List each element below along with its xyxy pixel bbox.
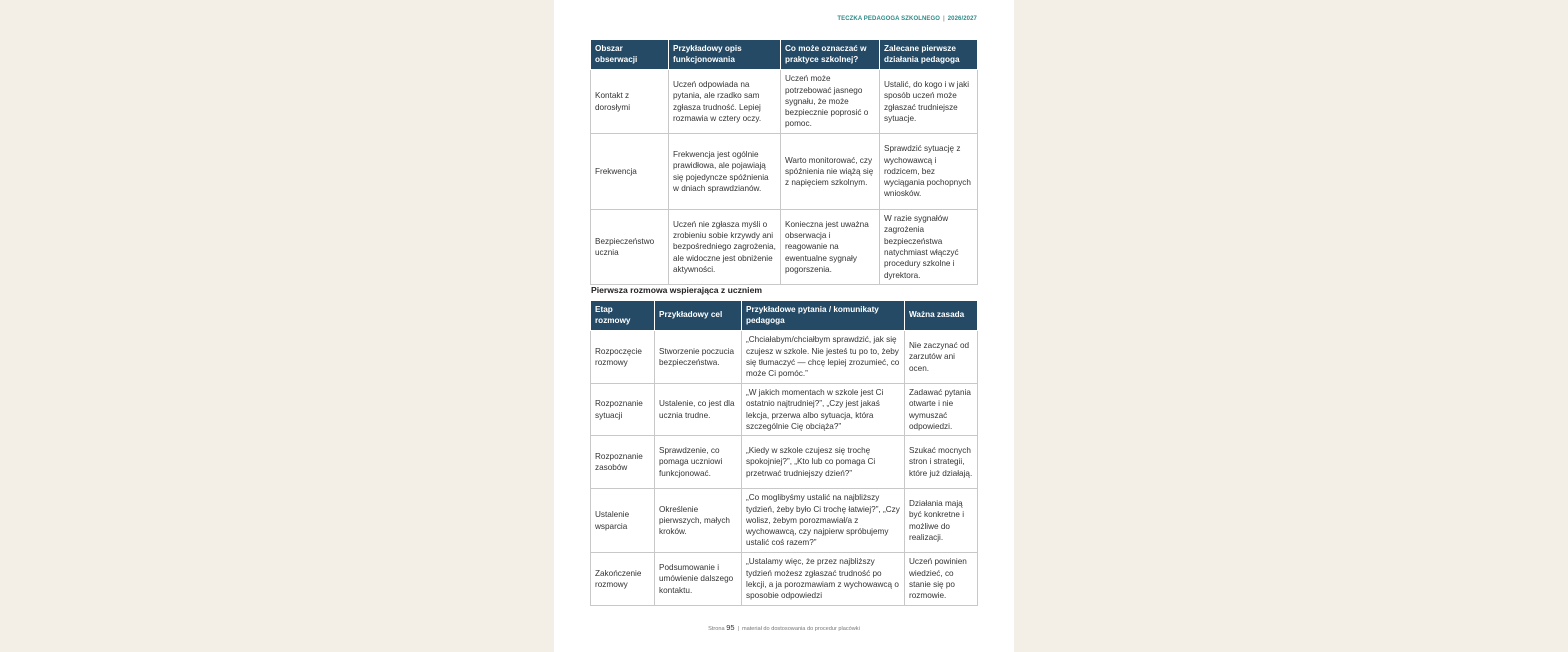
table-header-row [591, 40, 978, 70]
running-header-separator: | [943, 16, 945, 22]
section-heading: Pierwsza rozmowa wspierająca z uczniem [591, 285, 762, 295]
page-number: 95 [726, 623, 735, 632]
column-header: Etap rozmowy [591, 301, 655, 331]
table-cell: Sprawdzić sytuację z wychowawcą i rodzicem, bez wyciągania pochopnych wniosków. [880, 134, 978, 210]
running-header-title: TECZKA PEDAGOGA SZKOLNEGO [837, 16, 941, 22]
table-cell: Uczeń powinien wiedzieć, co stanie się po rozmowie. [905, 553, 978, 606]
table-cell: Bezpieczeństwo ucznia [591, 210, 669, 285]
column-header: Ważna zasada [905, 301, 978, 331]
table-cell: Kontakt z dorosłymi [591, 70, 669, 134]
document-page [554, 0, 1014, 652]
column-header: Co może oznaczać w praktyce szkolnej? [781, 40, 880, 70]
table-cell: Rozpoznanie sytuacji [591, 384, 655, 436]
table-cell: Działania mają być konkretne i możliwe do realizacji. [905, 489, 978, 553]
table-row [591, 384, 978, 436]
table-cell: Nie zaczynać od zarzutów ani ocen. [905, 331, 978, 384]
table-cell: Frekwencja jest ogólnie prawidłowa, ale pojawiają się pojedyncze spóźnienia w dniach sprawdzianów. [669, 134, 781, 210]
column-header: Przykładowy opis funkcjonowania [669, 40, 781, 70]
table-cell: Uczeń może potrzebować jasnego sygnału, że może bezpiecznie poprosić o pomoc. [781, 70, 880, 134]
table-row [591, 553, 978, 606]
table-cell: „W jakich momentach w szkole jest Ci ostatnio najtrudniej?”, „Czy jest jakaś lekcja, przerwa albo sytuacja, która szczególnie Cię obciąża?” [742, 384, 905, 436]
table-header-row [591, 301, 978, 331]
table-cell: Frekwencja [591, 134, 669, 210]
table-cell: „Kiedy w szkole czujesz się trochę spokojniej?”, „Kto lub co pomaga Ci przetrwać trudniejszy dzień?” [742, 436, 905, 489]
table-cell: Szukać mocnych stron i strategii, które już działają. [905, 436, 978, 489]
table-cell: Uczeń nie zgłasza myśli o zrobieniu sobie krzywdy ani bezpośredniego zagrożenia, ale widoczne jest obniżenie aktywności. [669, 210, 781, 285]
table-cell: Konieczna jest uważna obserwacja i reagowanie na ewentualne sygnały pogorszenia. [781, 210, 880, 285]
table-row [591, 134, 978, 210]
table-cell: „Co moglibyśmy ustalić na najbliższy tydzień, żeby było Ci trochę łatwiej?”, „Czy wolisz, żebym porozmawiał/a z wychowawcą, czy najpierw spróbujemy ustalić coś razem?” [742, 489, 905, 553]
footer-separator: | [737, 626, 739, 632]
running-header-year: 2026/2027 [947, 16, 977, 22]
table-cell: Ustalenie, co jest dla ucznia trudne. [655, 384, 742, 436]
table-cell: Podsumowanie i umówienie dalszego kontaktu. [655, 553, 742, 606]
table-cell: Rozpoznanie zasobów [591, 436, 655, 489]
column-header: Obszar obserwacji [591, 40, 669, 70]
table-row [591, 489, 978, 553]
table-cell: Określenie pierwszych, małych kroków. [655, 489, 742, 553]
table-row [591, 331, 978, 384]
running-header [837, 16, 977, 22]
footer-note: materiał do dostosowania do procedur placówki [741, 626, 860, 632]
observation-table [590, 39, 978, 285]
table-cell: „Chciałabym/chciałbym sprawdzić, jak się czujesz w szkole. Nie jesteś tu po to, żeby się tłumaczyć — chcę lepiej zrozumieć, co może Ci pomóc.” [742, 331, 905, 384]
column-header: Zalecane pierwsze działania pedagoga [880, 40, 978, 70]
table-cell: Zadawać pytania otwarte i nie wymuszać odpowiedzi. [905, 384, 978, 436]
table-row [591, 436, 978, 489]
column-header: Przykładowy cel [655, 301, 742, 331]
table-cell: Zakończenie rozmowy [591, 553, 655, 606]
table-cell: W razie sygnałów zagrożenia bezpieczeństwa natychmiast włączyć procedury szkolne i dyrektora. [880, 210, 978, 285]
table-row [591, 70, 978, 134]
table-cell: „Ustalamy więc, że przez najbliższy tydzień możesz zgłaszać trudność po lekcji, a ja porozmawiam z wychowawcą o sposobie odpowiedzi [742, 553, 905, 606]
table-cell: Uczeń odpowiada na pytania, ale rzadko sam zgłasza trudność. Lepiej rozmawia w cztery oczy. [669, 70, 781, 134]
table-cell: Ustalić, do kogo i w jaki sposób uczeń może zgłaszać trudniejsze sytuacje. [880, 70, 978, 134]
table-row [591, 210, 978, 285]
conversation-table [590, 300, 978, 606]
table-cell: Stworzenie poczucia bezpieczeństwa. [655, 331, 742, 384]
column-header: Przykładowe pytania / komunikaty pedagoga [742, 301, 905, 331]
table-cell: Sprawdzenie, co pomaga uczniowi funkcjonować. [655, 436, 742, 489]
page-footer [554, 623, 1014, 632]
table-cell: Ustalenie wsparcia [591, 489, 655, 553]
page-label: Strona [708, 626, 725, 632]
table-cell: Rozpoczęcie rozmowy [591, 331, 655, 384]
table-cell: Warto monitorować, czy spóźnienia nie wiążą się z napięciem szkolnym. [781, 134, 880, 210]
